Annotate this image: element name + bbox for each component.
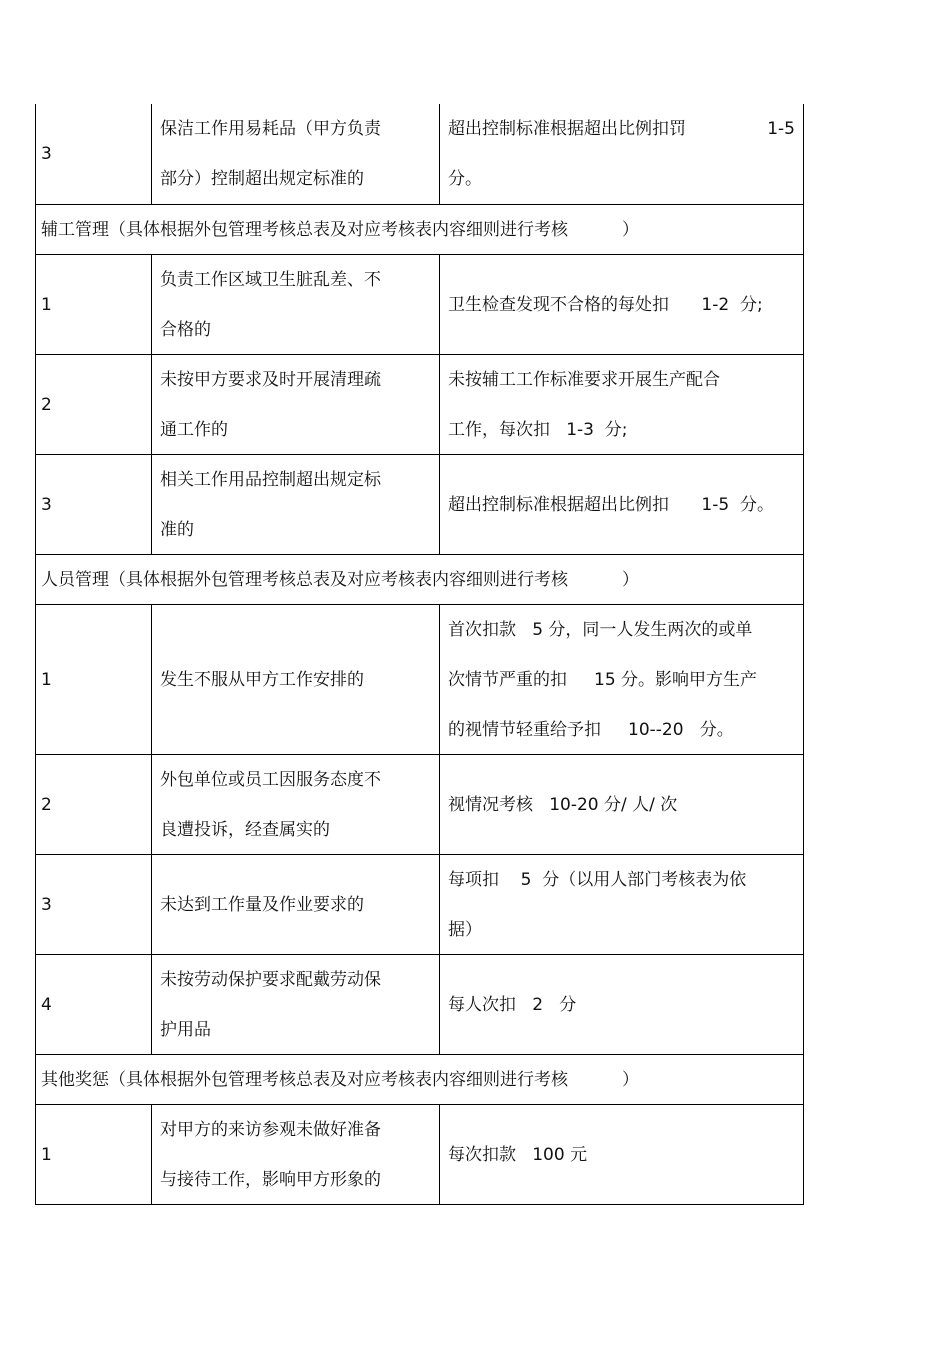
row-number: 3	[36, 455, 152, 554]
row-number: 2	[36, 755, 152, 854]
assessment-table-wrapper	[35, 104, 802, 1205]
row-number: 4	[36, 955, 152, 1054]
section-header-row	[36, 554, 803, 604]
table-row	[36, 454, 803, 554]
assessment-item: 未按劳动保护要求配戴劳动保 护用品	[152, 955, 440, 1054]
deduction-rule: 每次扣款 100 元	[448, 1144, 588, 1165]
row-number: 2	[36, 355, 152, 454]
row-number: 3	[36, 855, 152, 954]
assessment-item: 未达到工作量及作业要求的	[152, 855, 440, 954]
row-number: 3	[36, 104, 152, 204]
deduction-rule: 超出控制标准根据超出比例扣 1-5 分。	[448, 494, 774, 515]
table-row	[36, 354, 803, 454]
deduction-rule: 卫生检查发现不合格的每处扣 1-2 分;	[448, 294, 763, 315]
deduction-rule-text: 超出控制标准根据超出比例扣罚	[448, 119, 686, 139]
section-title-auxiliary: 辅工管理（具体根据外包管理考核总表及对应考核表内容细则进行考核 ）	[41, 220, 640, 240]
deduction-rule: 每人次扣 2 分	[448, 994, 577, 1015]
deduction-rule: 首次扣款 5 分，同一人发生两次的或单 次情节严重的扣 15 分。影响甲方生产 的视情节轻重给予扣 10--20 分。	[448, 619, 758, 740]
section-header-row	[36, 1054, 803, 1104]
assessment-item: 外包单位或员工因服务态度不 良遭投诉，经查属实的	[152, 755, 440, 854]
assessment-item: 发生不服从甲方工作安排的	[152, 605, 440, 754]
deduction-rule: 未按辅工工作标准要求开展生产配合 工作，每次扣 1-3 分;	[448, 369, 720, 440]
deduction-rule-range: 1-5	[767, 119, 795, 139]
row-number: 1	[36, 255, 152, 354]
section-header-row	[36, 204, 803, 254]
deduction-rule: 每项扣 5 分（以用人部门考核表为依 据）	[448, 869, 747, 940]
assessment-item: 保洁工作用易耗品（甲方负责 部分）控制超出规定标准的	[152, 104, 440, 204]
row-number: 1	[36, 605, 152, 754]
deduction-rule: 视情况考核 10-20 分/ 人/ 次	[448, 794, 678, 815]
table-row	[36, 104, 803, 204]
deduction-rule	[440, 104, 803, 204]
table-row	[36, 754, 803, 854]
table-row	[36, 854, 803, 954]
section-title-other: 其他奖惩（具体根据外包管理考核总表及对应考核表内容细则进行考核 ）	[41, 1070, 640, 1090]
deduction-rule-unit: 分。	[448, 169, 482, 189]
assessment-item: 负责工作区域卫生脏乱差、不 合格的	[152, 255, 440, 354]
assessment-item: 相关工作用品控制超出规定标 准的	[152, 455, 440, 554]
table-row	[36, 604, 803, 754]
assessment-item: 对甲方的来访参观未做好准备 与接待工作，影响甲方形象的	[152, 1105, 440, 1204]
assessment-table	[35, 104, 804, 1205]
row-number: 1	[36, 1105, 152, 1204]
table-row	[36, 1104, 803, 1204]
section-title-personnel: 人员管理（具体根据外包管理考核总表及对应考核表内容细则进行考核 ）	[41, 570, 640, 590]
table-row	[36, 254, 803, 354]
assessment-item: 未按甲方要求及时开展清理疏 通工作的	[152, 355, 440, 454]
table-row	[36, 954, 803, 1054]
